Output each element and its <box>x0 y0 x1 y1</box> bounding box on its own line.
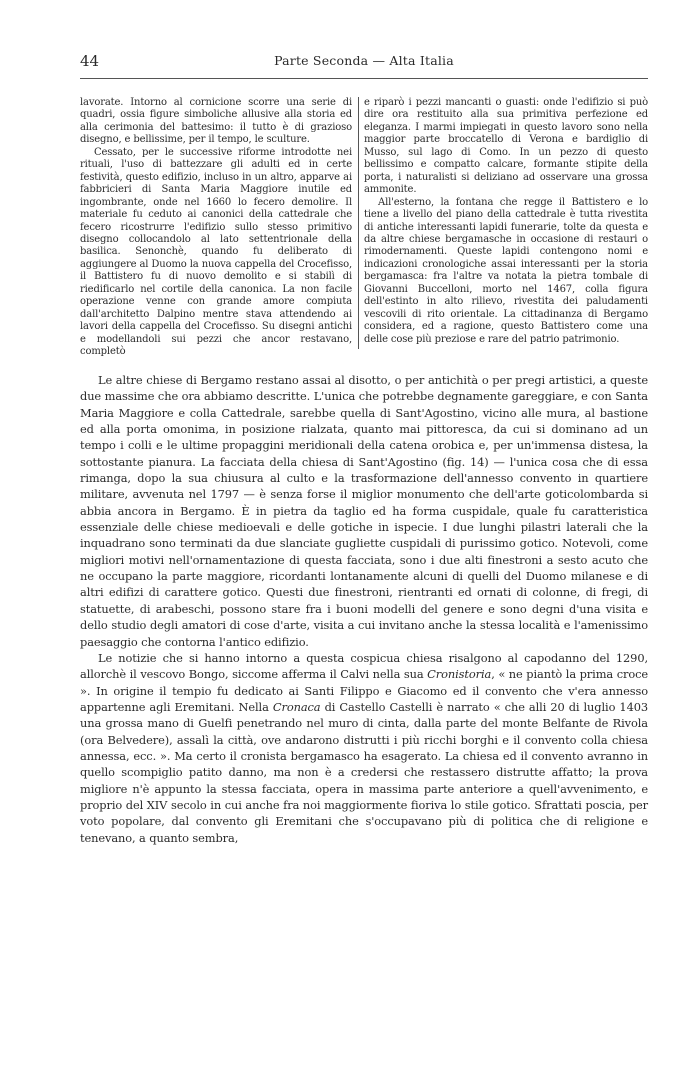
two-column-section <box>80 97 648 357</box>
left-column-paragraph: Cessato, per le successive riforme introdotte nei rituali, l'uso di battezzare gli adulti ed in certe festività, questo edifizio, incluso in un altro, apparve ai fabbricieri di Santa Maria Maggiore inutile ed ingombrante, onde nel 1660 lo fecero demolire. Il materiale fu ceduto ai canonici della cattedrale che fecero ricostrurre l'edifizio sullo stesso primitivo disegno collocandolo al lato settentrionale della basilica. Senonchè, quando fu deliberato di aggiungere al Duomo la nuova cappella del Crocefisso, il Battistero fu di nuovo demolito e si stabilì di riedificarlo nel cortile della canonica. La non facile operazione venne con grande amore compiuta dall'architetto Dalpino mentre stava attendendo ai lavori della cappella del Crocefisso. Su disegni antichi e modellandoli sui pezzi che ancor restavano, completò <box>80 146 352 358</box>
text-run: di Castello Castelli è narrato « che alli 20 di luglio 1403 una grossa mano di Guelfi penetrando nel muro di cinta, dalla parte del monte Belfante de Rivola (ora Belvedere), assalì la città, ove andarono distrutti i più ricchi borghi e il convento colla chiesa annessa, ecc. ». Ma certo il cronista bergamasco ha esagerato. La chiesa ed il convento avranno in quello scompiglio patito danno, ma non è a credersi che restassero distrutte affatto; la prova migliore n'è appunto la stessa facciata, opera in massima parte anteriore a quell'avvenimento, e proprio del XIV secolo in cui anche fra noi maggiormente fioriva lo stile gotico. Sfrattati poscia, per voto popolare, dal convento gli Eremitani che s'occupavano più di politica che di religione e tenevano, a quanto sembra, <box>80 699 649 845</box>
italic-title-cronaca: Cronaca <box>272 699 321 714</box>
text-run: , « ne piantò la prima croce ». In origine il tempio fu dedicato ai Santi Filippo e Giacomo ed il convento che v'era annesso appartenne agli Eremitani. Nella <box>80 667 648 714</box>
left-column-paragraph: lavorate. Intorno al cornicione scorre una serie di quadri, ossia figure simboliche allusive alla storia ed alla cerimonia del battesimo: il tutto è di grazioso disegno, e bellissime, per il tempo, le sculture. <box>80 97 352 146</box>
main-paragraph <box>80 650 648 846</box>
left-column <box>80 97 352 359</box>
header-rule <box>80 78 648 79</box>
running-title: Parte Seconda — Alta Italia <box>274 53 454 68</box>
right-column-paragraph: e riparò i pezzi mancanti o guasti: onde l'edifizio si può dire ora restituito alla sua primitiva perfezione ed eleganza. I marmi impiegati in questo lavoro sono nella maggior parte broccatello di Verona e bardiglio di Musso, sul lago di Como. In un pezzo di questo bellissimo e compatto calcare, formante stipite della porta, i naturalisti si deliziano ad osservare una grossa ammonite. <box>364 97 648 196</box>
italic-title-cronistoria: Cronistoria <box>427 667 492 682</box>
running-head <box>80 52 648 70</box>
main-paragraph: Le altre chiese di Bergamo restano assai al disotto, o per antichità o per pregi artistici, a queste due massime che ora abbiamo descritte. L'unica che potrebbe degnamente gareggiare, e con Santa Maria Maggiore e colla Cattedrale, sarebbe quella di Sant'Agostino, vicino alle mura, al bastione ed alla porta omonima, in posizione rialzata, quanto mai pittoresca, da cui si dominano ad un tempo i colli e le ultime propaggini meridionali della catena orobica e, per un'immensa distesa, la sottostante pianura. La facciata della chiesa di Sant'Agostino (fig. 14) — l'unica cosa che di essa rimanga, dopo la sua chiusura al culto e la trasformazione dell'annesso convento in quartiere militare, avvenuta nel 1797 — è senza forse il miglior monumento che dell'arte goticolombarda si abbia ancora in Bergamo. È in pietra da taglio ed ha forma cuspidale, quale fu caratteristica essenziale delle chiese medioevali e delle gotiche in ispecie. I due lunghi pilastri laterali che la inquadrano sono terminati da due slanciate gugliette cuspidali di purissimo gotico. Notevoli, come migliori motivi nell'ornamentazione di questa facciata, sono i due alti finestroni a sesto acuto che ne occupano la parte maggiore, ricordanti lontanamente alcuni di quelli del Duomo milanese e di altri edifizi di carattere gotico. Questi due finestroni, rientranti ed ornati di colonne, di fregi, di statuette, di arabeschi, possono stare fra i buoni modelli del genere e sono degni d'una visita e dello studio degli amatori di cose d'arte, visita a cui invitano anche la stessa località e l'amenissimo paesaggio che contorna l'antico edifizio. <box>80 373 648 649</box>
main-text <box>80 372 648 846</box>
right-column-paragraph: All'esterno, la fontana che regge il Battistero e lo tiene a livello del piano della cattedrale è tutta rivestita di antiche interessanti lapidi funerarie, tolte da questa e da altre chiese bergamasche in occasione di restauri o rimodernamenti. Queste lapidi contengono nomi e indicazioni cronologiche assai interessanti per la storia bergamasca: fra l'altre va notata la pietra tombale di Giovanni Buccelloni, morto nel 1467, colla figura dell'estinto in alto rilievo, rivestita dei paludamenti vescovili di rito orientale. La cittadinanza di Bergamo considera, ed a ragione, questo Battistero come una delle cose più preziose e rare del patrio patrimonio. <box>364 196 648 345</box>
text-run: Le notizie che si hanno intorno a questa cospicua chiesa risalgono al capodanno del 1290, allorchè il vescovo Bongo, siccome afferma il Calvi nella sua <box>80 650 648 682</box>
right-column <box>364 97 648 346</box>
page-number: 44 <box>80 52 100 70</box>
column-divider <box>358 97 359 349</box>
